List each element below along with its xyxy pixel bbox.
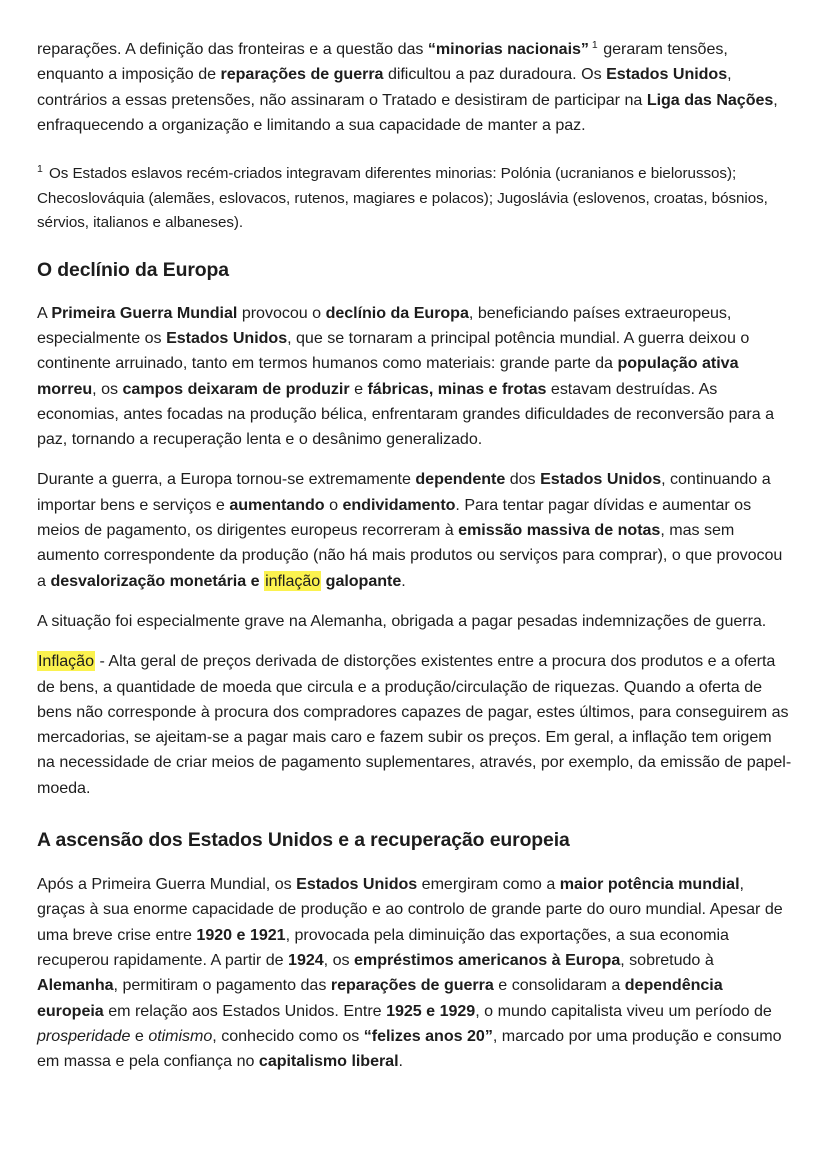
text-run: e consolidaram a <box>493 976 625 995</box>
bold-aumentando: aumentando <box>229 495 325 514</box>
bold-minorias-nacionais: “minorias nacionais” <box>427 40 589 58</box>
text-run: , sobretudo à <box>620 950 714 969</box>
bold-fabricas-minas-e-frotas: fábricas, minas e frotas <box>367 379 547 398</box>
bold-1924: 1924 <box>288 950 324 969</box>
text-run: , conhecido como os <box>212 1026 364 1045</box>
text-run: , o mundo capitalista viveu um período de <box>475 1001 772 1020</box>
section-heading-ascensao-container <box>37 827 793 853</box>
bold-dependente: dependente <box>415 470 506 489</box>
text-run: . Para tentar pagar dívidas e aumentar os meios de pagamento, os dirigentes europeus recorreram à <box>37 495 752 540</box>
bold-populacao-ativa-morreu: população ativa morreu <box>37 354 739 398</box>
text-run: , provocada pela diminuição das exportações, a sua economia recuperou rapidamente. A partir de <box>37 925 729 969</box>
paragraph-dependencia-eua <box>37 467 793 593</box>
bold-felizes-anos-20: “felizes anos 20” <box>363 1026 493 1045</box>
section-heading-ascensao-dos-estados-unidos: A ascensão dos Estados Unidos e a recuperação europeia <box>37 829 570 852</box>
bold-endividamento: endividamento <box>342 495 456 514</box>
text-run: provocou o <box>237 303 326 322</box>
text-run: . <box>401 571 406 590</box>
text-run: , continuando a importar bens e serviços e <box>37 470 771 514</box>
bold-emissao-massiva-de-notas: emissão massiva de notas <box>458 521 661 540</box>
highlight-inflacao-inline: inflação <box>265 571 321 590</box>
text-run: A <box>37 303 52 322</box>
highlight-inflacao-term: Inflação <box>38 652 94 671</box>
bold-estados-unidos: Estados Unidos <box>540 470 662 489</box>
italic-prosperidade: prosperidade <box>37 1026 131 1045</box>
bold-estados-unidos: Estados Unidos <box>606 65 728 84</box>
text-run: , contrários a essas pretensões, não assinaram o Tratado e desistiram de participar na <box>37 65 732 109</box>
text-run: , marcado por uma produção e consumo em massa e pela confiança no <box>37 1026 782 1071</box>
bold-emprestimos-americanos-a-europa: empréstimos americanos à Europa <box>354 950 621 969</box>
text-run: e <box>130 1026 149 1045</box>
bold-1920-e-1921: 1920 e 1921 <box>196 925 286 944</box>
bold-maior-potencia-mundial: maior potência mundial <box>559 875 740 894</box>
text-run: em relação aos Estados Unidos. Entre <box>103 1001 387 1020</box>
italic-otimismo: otimismo <box>148 1026 213 1045</box>
bold-primeira-guerra-mundial: Primeira Guerra Mundial <box>51 303 238 322</box>
text-run: , mas sem aumento correspondente da produção (não há mais produtos ou serviços para comprar), o que provocou a <box>37 521 783 590</box>
section-heading-declinio-container <box>37 257 793 283</box>
bold-capitalismo-liberal: capitalismo liberal <box>258 1052 399 1071</box>
text-run: reparações. A definição das fronteiras e a questão das <box>37 40 428 58</box>
bold-desvalorizacao-monetaria: desvalorização monetária e <box>50 571 265 590</box>
bold-reparacoes-de-guerra: reparações de guerra <box>220 65 384 84</box>
text-run: , os <box>323 950 355 969</box>
text-run: Após a Primeira Guerra Mundial, os <box>37 875 297 894</box>
footnote-marker: 1 <box>37 163 43 176</box>
bold-declinio-da-europa: declínio da Europa <box>325 303 469 322</box>
bold-alemanha: Alemanha <box>37 976 114 995</box>
bold-dependencia-europeia: dependência europeia <box>37 976 723 1020</box>
text-run: geraram tensões, enquanto a imposição de <box>37 40 728 84</box>
text-run: Durante a guerra, a Europa tornou-se extremamente <box>37 470 416 489</box>
text-run: . <box>398 1052 403 1071</box>
text-run: o <box>324 495 343 514</box>
text-run: dos <box>505 470 541 489</box>
bold-liga-das-nacoes: Liga das Nações <box>646 90 774 109</box>
text-run: , graças à sua enorme capacidade de produção e ao controlo de grande parte do ouro mundial. Apesar de uma breve crise entre <box>37 875 783 944</box>
definition-inflacao <box>37 649 793 801</box>
text-run: dificultou a paz duradoura. Os <box>383 65 607 84</box>
footnote-1 <box>37 157 793 236</box>
text-run: estavam destruídas. As economias, antes focadas na produção bélica, enfrentaram grandes dificuldades de reconversão para a paz, tornando a recuperação lenta e o desânimo generalizado. <box>37 379 775 449</box>
text-run: , que se tornaram a principal potência mundial. A guerra deixou o continente arruinado, tanto em termos humanos como materiais: grande parte da <box>37 328 750 373</box>
bold-reparacoes-de-guerra: reparações de guerra <box>330 976 494 995</box>
paragraph-declinio-da-europa <box>37 301 793 453</box>
paragraph-alemanha-indemnizacoes: A situação foi especialmente grave na Alemanha, obrigada a pagar pesadas indemnizações de guerra. <box>37 611 767 630</box>
footnote-reference-1[interactable]: 1 <box>591 39 598 51</box>
definition-text: - Alta geral de preços derivada de distorções existentes entre a procura dos produtos e a oferta de bens, a quantidade de moeda que circula e a produção/circulação de riquezas. Quando a oferta de bens não corresponde à procura dos compradores capazes de pagar, estes últimos, para conseguirem as mercadorias, se ajeitam-se a pagar mais caro e fazem subir os preços. Em geral, a inflação tem origem na necessidade de criar meios de pagamento suplementares, através, por exemplo, da emissão de papel-moeda. <box>37 652 792 797</box>
paragraph-ascensao-eua <box>37 872 793 1074</box>
text-run: , enfraquecendo a organização e limitando a sua capacidade de manter a paz. <box>37 90 778 134</box>
footnote-text: Os Estados eslavos recém-criados integravam diferentes minorias: Polónia (ucranianos e bielorussos); Checoslováquia (alemães, eslovacos, rutenos, magiares e polacos); Jugoslávia (eslovenos, croatas, bósnios, sérvios, italianos e albaneses). <box>37 165 768 232</box>
bold-galopante: galopante <box>321 571 402 590</box>
text-run: e <box>349 379 368 398</box>
bold-estados-unidos: Estados Unidos <box>296 875 418 894</box>
bold-campos-deixaram-de-produzir: campos deixaram de produzir <box>122 379 350 398</box>
bold-estados-unidos: Estados Unidos <box>166 328 288 347</box>
bold-1925-e-1929: 1925 e 1929 <box>386 1001 476 1020</box>
text-run: , os <box>92 379 123 398</box>
paragraph-intro-continuation <box>37 33 793 138</box>
text-run: emergiram como a <box>417 875 560 894</box>
text-run: , beneficiando países extraeuropeus, especialmente os <box>37 303 732 347</box>
text-run: , permitiram o pagamento das <box>113 976 331 995</box>
section-heading-declinio-da-europa: O declínio da Europa <box>37 258 229 281</box>
